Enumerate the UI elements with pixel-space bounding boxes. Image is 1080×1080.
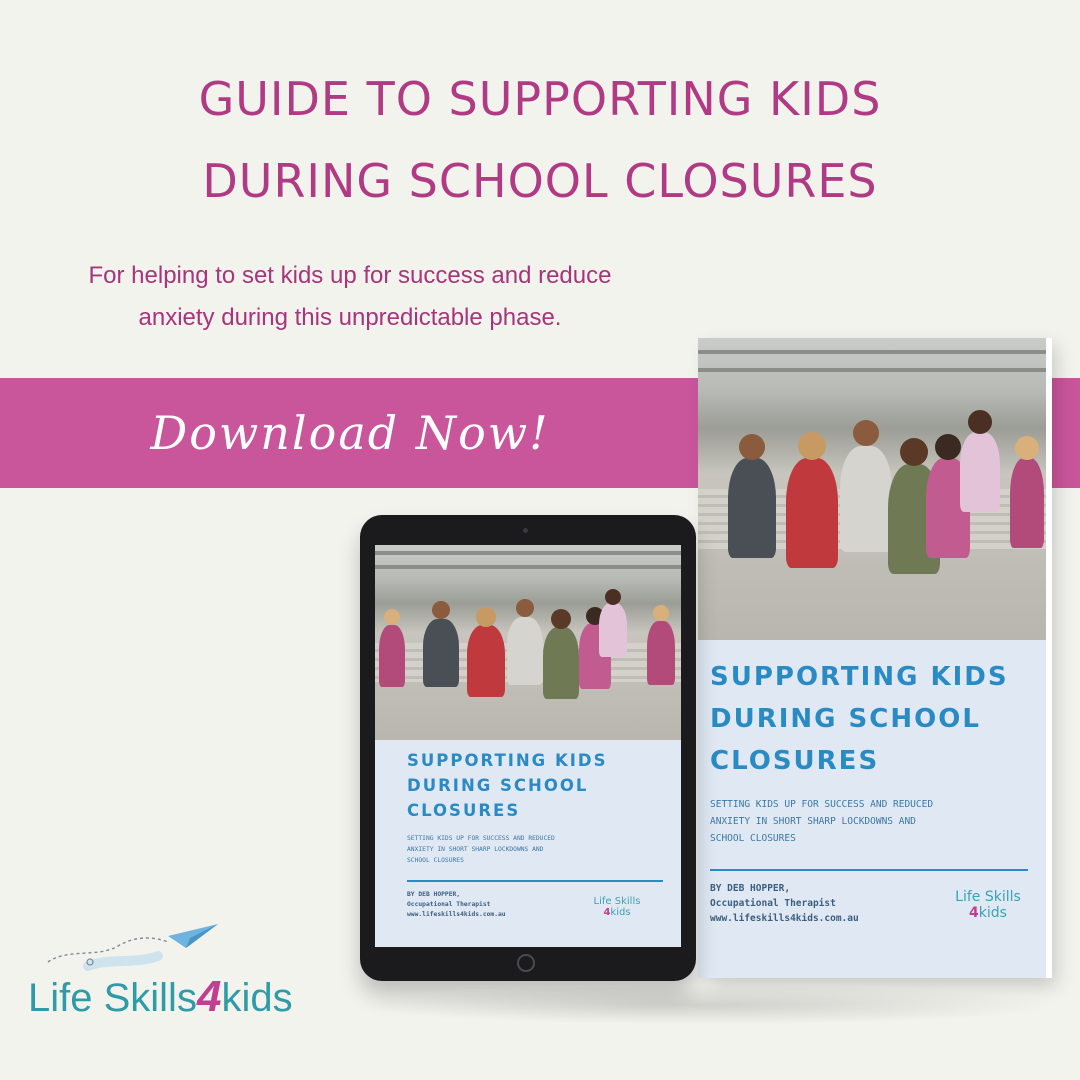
book-subtitle-line-1: SETTING KIDS UP FOR SUCCESS AND REDUCED <box>710 799 934 810</box>
brand-logo <box>28 918 348 1028</box>
paper-plane-icon <box>28 918 228 974</box>
headline-line-1: GUIDE TO SUPPORTING KIDS <box>198 72 882 126</box>
book-author-role: Occupational Therapist <box>710 898 836 909</box>
tablet-author-role: Occupational Therapist <box>407 900 491 908</box>
tablet-author-website: www.lifeskills4kids.com.au <box>407 910 506 918</box>
tablet-home-button <box>517 954 535 972</box>
tablet-camera <box>523 528 528 533</box>
tablet-title-line-3: CLOSURES <box>407 801 521 820</box>
tablet-title-line-1: SUPPORTING KIDS <box>407 751 608 770</box>
download-now-button[interactable]: Download Now! <box>150 406 550 460</box>
tablet-screen <box>375 545 681 947</box>
subtitle-line-2: anxiety during this unpredictable phase. <box>138 304 562 331</box>
tablet-subtitle-line-1: SETTING KIDS UP FOR SUCCESS AND REDUCED <box>407 835 555 842</box>
tablet-cover-photo <box>375 545 681 740</box>
brand-wordmark <box>28 972 293 1022</box>
book-divider <box>710 869 1028 871</box>
brand-part-3: kids <box>221 976 293 1020</box>
book-cover-photo <box>698 338 1046 640</box>
tablet-device <box>360 515 696 981</box>
page-headline <box>0 58 1080 222</box>
tablet-title-line-2: DURING SCHOOL <box>407 776 589 795</box>
subtitle-line-1: For helping to set kids up for success and reduce <box>88 262 612 289</box>
tablet-subtitle-line-2: ANXIETY IN SHORT SHARP LOCKDOWNS AND <box>407 846 544 853</box>
brand-part-2: 4 <box>196 972 222 1021</box>
floor-shadow <box>360 985 1060 1025</box>
tablet-divider <box>407 880 663 882</box>
book-title-line-3: CLOSURES <box>710 746 880 776</box>
book-title-block <box>710 656 1034 926</box>
book-cover <box>698 338 1046 978</box>
tablet-author-name: BY DEB HOPPER, <box>407 890 461 898</box>
book-author-website: www.lifeskills4kids.com.au <box>710 913 859 924</box>
book-title-line-2: DURING SCHOOL <box>710 704 981 734</box>
book-title-line-1: SUPPORTING KIDS <box>710 662 1009 692</box>
tablet-subtitle-line-3: SCHOOL CLOSURES <box>407 857 464 864</box>
headline-line-2: DURING SCHOOL CLOSURES <box>202 154 878 208</box>
brand-part-1: Life Skills <box>28 976 197 1020</box>
book-subtitle-line-3: SCHOOL CLOSURES <box>710 833 796 844</box>
page-subtitle <box>20 255 680 339</box>
book-author-name: BY DEB HOPPER, <box>710 883 791 894</box>
tablet-title-block <box>407 748 667 920</box>
book-logo: Life Skills 4kids <box>955 889 1021 921</box>
book-subtitle-line-2: ANXIETY IN SHORT SHARP LOCKDOWNS AND <box>710 816 916 827</box>
tablet-logo: Life Skills 4kids <box>593 896 641 918</box>
